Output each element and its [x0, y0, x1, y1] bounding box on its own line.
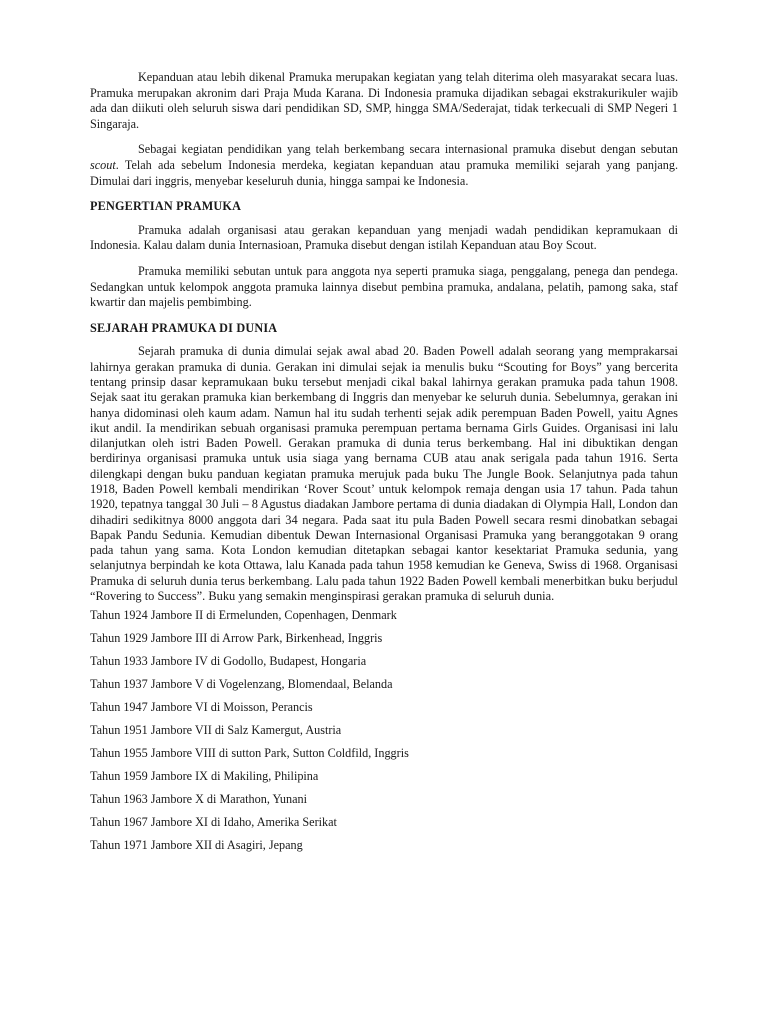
list-item: Tahun 1937 Jambore V di Vogelenzang, Blomendaal, Belanda — [90, 677, 393, 692]
list-item: Tahun 1951 Jambore VII di Salz Kamergut, Austria — [90, 723, 342, 738]
list-item: Tahun 1967 Jambore XI di Idaho, Amerika Serikat — [90, 815, 337, 830]
list-item: Tahun 1929 Jambore III di Arrow Park, Birkenhead, Inggris — [90, 631, 383, 646]
sejarah-paragraph: Sejarah pramuka di dunia dimulai sejak awal abad 20. Baden Powell adalah seorang yang memprakarsai lahirnya gerakan pramuka di dunia. Gerakan ini dimulai sejak ia menulis buku “Scouting for Boys” yang bercerita tentang prinsip dasar kepramukaan buku tersebut menjadi cikal bakal lahirnya gerakan pramuka pada tahun 1908. Sejak saat itu gerakan pramuka kian berkembang di Inggris dan menyebar ke seluruh dunia. Sebelumnya, gerakan ini hanya didominasi oleh kaum adam. Namun hal itu sudah terhenti sejak adik perempuan Baden Powell, yaitu Agnes ikut andil. Ia mendirikan sebuah organisasi pramuka perempuan pertama bernama Girls Guides. Organisasi ini lalu dilanjutkan oleh istri Baden Powell. Gerakan pramuka di dunia terus berkembang. Hal ini dibuktikan dengan berdirinya organisasi pramuka untuk usia siaga yang bernama CUB atau anak serigala pada tahun 1916. Serta dilengkapi dengan buku panduan kegiatan pramuka merujuk pada buku The Jungle Book. Selanjutnya pada tahun 1918, Baden Powell kembali mendirikan ‘Rover Scout’ untuk kelompok remaja dengan usia 17 tahun. Pada tahun 1920, tepatnya tanggal 30 Juli – 8 Agustus diadakan Jambore pertama di dunia diadakan di Olympia Hall, London dan dihadiri sedikitnya 8000 anggota dari 34 negara. Pada saat itu pula Baden Powell secara resmi dinobatkan sebagai Bapak Pandu Sedunia. Kemudian dibentuk Dewan Internasional Organisasi Pramuka yang beranggotakan 9 orang pada tahun yang sama. Kota London kemudian ditetapkan sebagai kantor kesektariat Pramuka sedunia, yang selanjutnya berpindah ke kota Ottawa, lalu Kanada pada tahun 1958 kemudian ke Geneva, Swiss di 1968. Organisasi Pramuka di seluruh dunia terus berkembang. Lalu pada tahun 1922 Baden Powell kembali menerbitkan buku berjudul “Rovering to Success”. Buku yang semakin menginspirasi gerakan pramuka di seluruh dunia. — [90, 344, 678, 604]
list-item: Tahun 1947 Jambore VI di Moisson, Perancis — [90, 700, 313, 715]
heading-sejarah-pramuka: SEJARAH PRAMUKA DI DUNIA — [90, 320, 278, 335]
scout-italic-term: scout — [90, 157, 116, 172]
jambore-list — [90, 608, 678, 861]
document-page — [90, 70, 678, 861]
list-item: Tahun 1924 Jambore II di Ermelunden, Copenhagen, Denmark — [90, 608, 397, 623]
intro-paragraph-2-after: . Telah ada sebelum Indonesia merdeka, kegiatan kepanduan atau pramuka memiliki sejarah yang panjang. Dimulai dari inggris, menyebar keseluruh dunia, hingga sampai ke Indonesia. — [90, 157, 678, 188]
pengertian-paragraph-2: Pramuka memiliki sebutan untuk para anggota nya seperti pramuka siaga, penggalang, penega dan pendega. Sedangkan untuk kelompok anggota pramuka lainnya disebut pembina pramuka, andalana, pelatih, pamong saka, staf kwartir dan majelis pembimbing. — [90, 263, 678, 310]
list-item: Tahun 1971 Jambore XII di Asagiri, Jepang — [90, 838, 303, 853]
intro-paragraph-1: Kepanduan atau lebih dikenal Pramuka merupakan kegiatan yang telah diterima oleh masyarakat secara luas. Pramuka merupakan akronim dari Praja Muda Karana. Di Indonesia pramuka dijadikan sebagai ekstrakurikuler wajib ada dan diikuti oleh seluruh siswa dari pendidikan SD, SMP, hingga SMA/Sederajat, tidak terkecuali di SMP Negeri 1 Singaraja. — [90, 70, 678, 131]
pengertian-paragraph-1: Pramuka adalah organisasi atau gerakan kepanduan yang menjadi wadah pendidikan kepramukaan di Indonesia. Kalau dalam dunia Internasioan, Pramuka disebut dengan istilah Kepanduan atau Boy Scout. — [90, 222, 678, 253]
list-item: Tahun 1959 Jambore IX di Makiling, Philipina — [90, 769, 319, 784]
list-item: Tahun 1963 Jambore X di Marathon, Yunani — [90, 792, 308, 807]
intro-paragraph-2-before: Sebagai kegiatan pendidikan yang telah berkembang secara internasional pramuka disebut dengan sebutan — [138, 142, 678, 157]
list-item: Tahun 1933 Jambore IV di Godollo, Budapest, Hongaria — [90, 654, 367, 669]
list-item: Tahun 1955 Jambore VIII di sutton Park, Sutton Coldfild, Inggris — [90, 746, 409, 761]
heading-pengertian-pramuka: PENGERTIAN PRAMUKA — [90, 199, 242, 214]
intro-paragraph-2 — [90, 142, 678, 189]
